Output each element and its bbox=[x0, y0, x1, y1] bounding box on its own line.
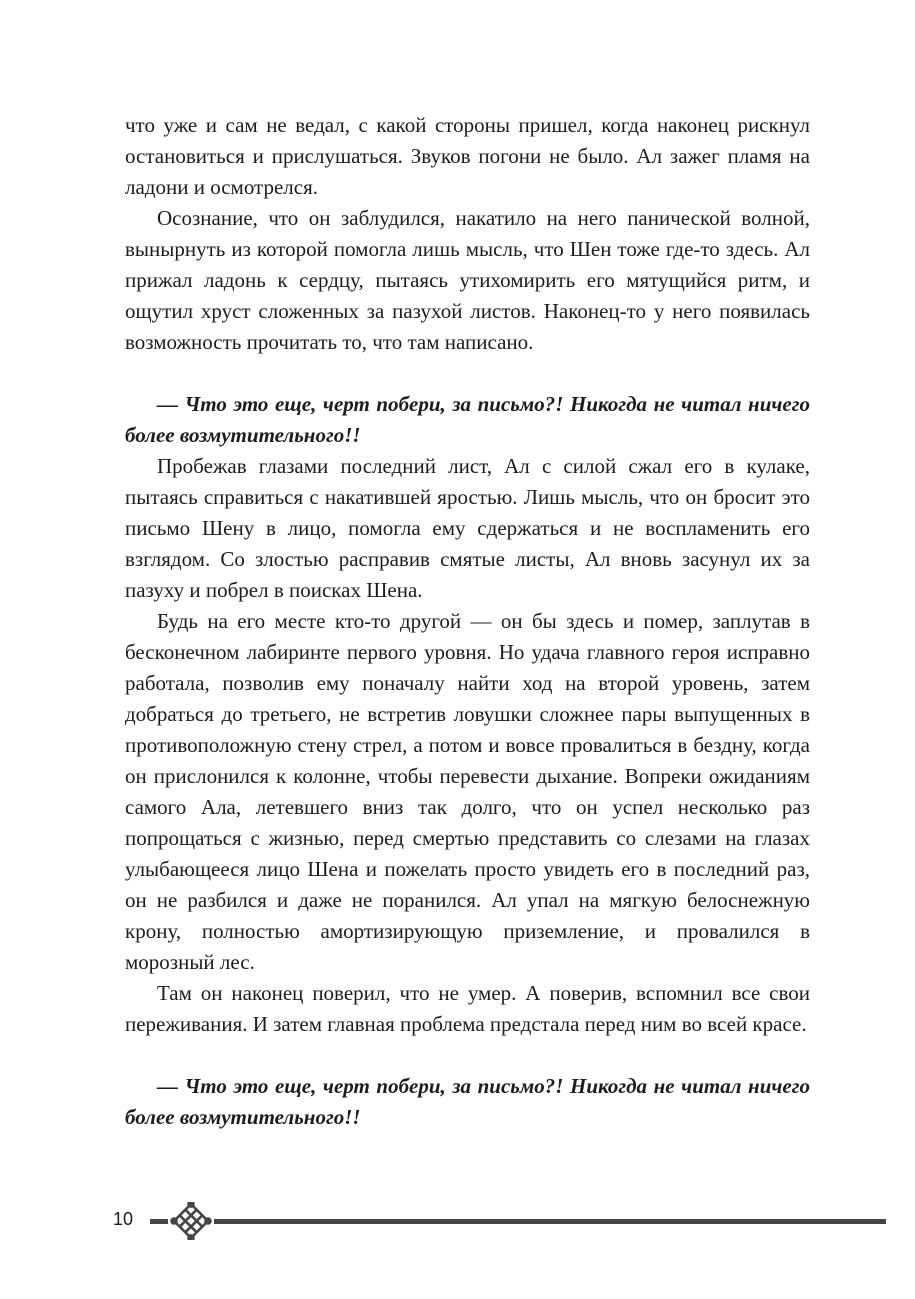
endless-knot-icon bbox=[168, 1202, 214, 1240]
section-gap bbox=[125, 358, 810, 389]
paragraph-2: Осознание, что он заблудился, накатило на него панической волной, вынырнуть из которой помогла лишь мысль, что Шен тоже где-то здесь. Ал прижал ладонь к сердцу, пытаясь утихомирить его мятущийся ритм, и ощутил хруст сложенных за пазухой листов. Наконец-то у него появилась возможность прочитать то, что там написано. bbox=[125, 206, 810, 354]
paragraph-5: Там он наконец поверил, что не умер. А поверив, вспомнил все свои переживания. И затем главная проблема предстала перед ним во всей красе. bbox=[125, 981, 810, 1036]
footer-rule bbox=[150, 1219, 886, 1224]
epigraph-quote-2: — Что это еще, черт побери, за письмо?! Никогда не читал ничего более возмутительного!! bbox=[125, 1074, 810, 1129]
section-gap bbox=[125, 1040, 810, 1071]
body-text bbox=[125, 110, 810, 1133]
paragraph-1: что уже и сам не ведал, с какой стороны пришел, когда наконец рискнул остановиться и прислушаться. Звуков погони не было. Ал зажег пламя на ладони и осмотрелся. bbox=[125, 113, 810, 199]
page-footer bbox=[0, 1200, 915, 1240]
page-number: 10 bbox=[113, 1209, 134, 1229]
paragraph-3: Пробежав глазами последний лист, Ал с силой сжал его в кулаке, пытаясь справиться с накатившей яростью. Лишь мысль, что он бросит это письмо Шену в лицо, помогла ему сдержаться и не воспламенить его взглядом. Со злостью расправив смятые листы, Ал вновь засунул их за пазуху и побрел в поисках Шена. bbox=[125, 454, 810, 602]
epigraph-quote-1: — Что это еще, черт побери, за письмо?! Никогда не читал ничего более возмутительного!! bbox=[125, 392, 810, 447]
paragraph-4: Будь на его месте кто-то другой — он бы здесь и помер, заплутав в бесконечном лабиринте первого уровня. Но удача главного героя исправно работала, позволив ему поначалу найти ход на второй уровень, затем добраться до третьего, не встретив ловушки сложнее пары выпущенных в противоположную стену стрел, а потом и вовсе провалиться в бездну, когда он прислонился к колонне, чтобы перевести дыхание. Вопреки ожиданиям самого Ала, летевшего вниз так долго, что он успел несколько раз попрощаться с жизнью, перед смертью представить со слезами на глазах улыбающееся лицо Шена и пожелать просто увидеть его в последний раз, он не разбился и даже не поранился. Ал упал на мягкую белоснежную крону, полностью амортизирующую приземление, и провалился в морозный лес. bbox=[125, 609, 810, 974]
